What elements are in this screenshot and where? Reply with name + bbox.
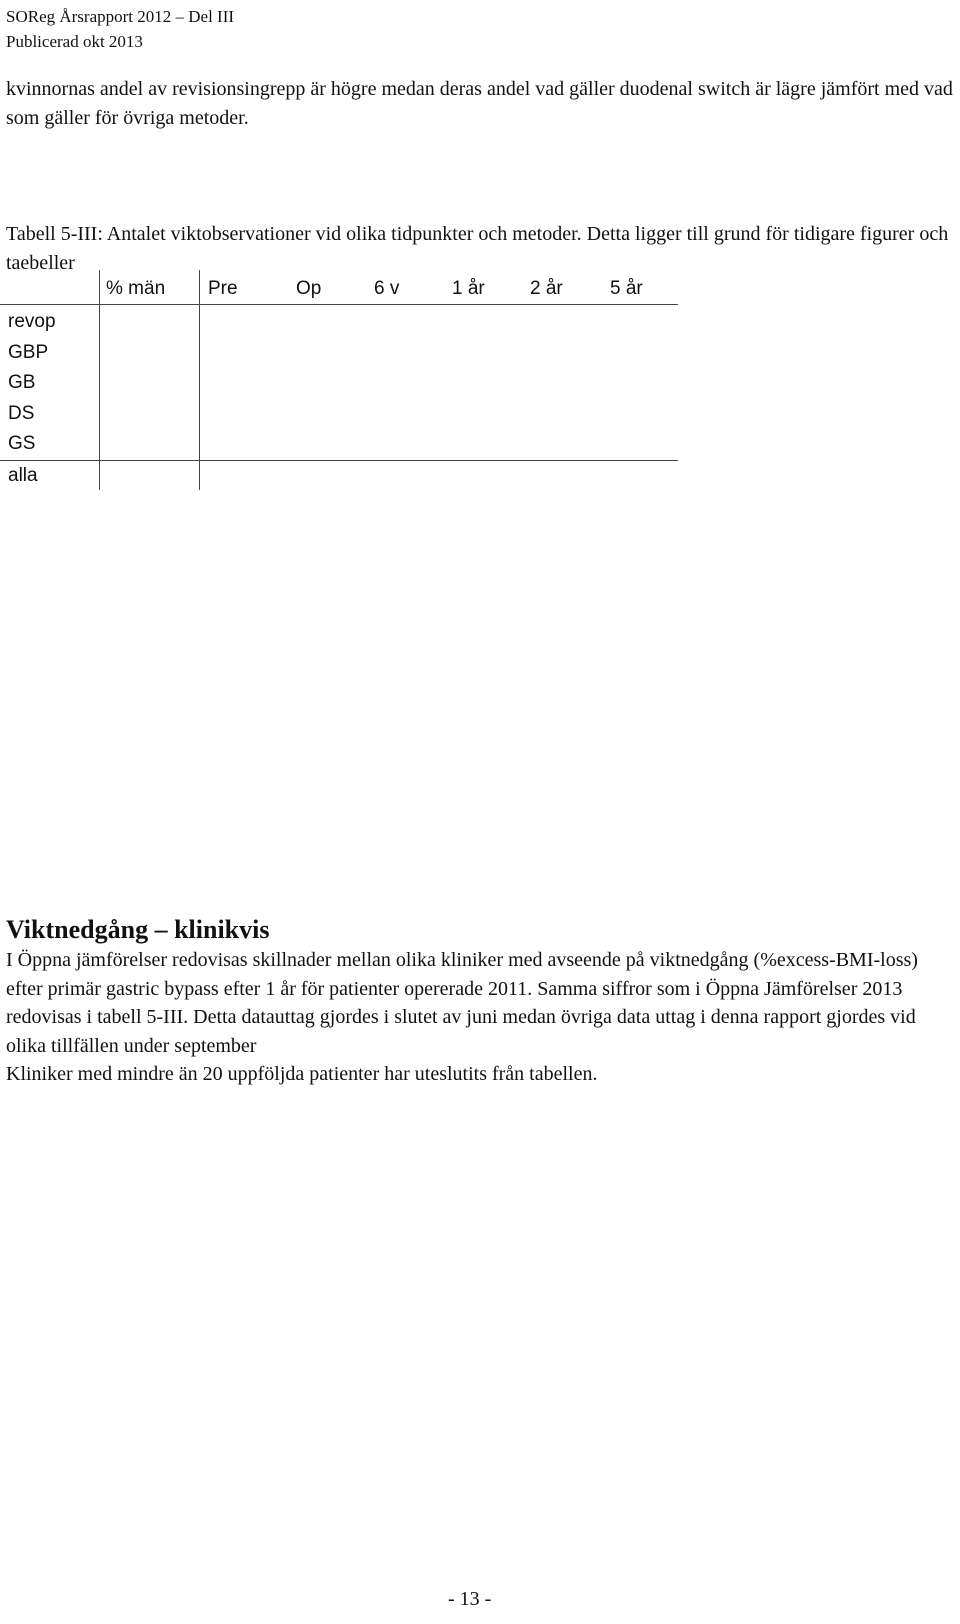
row-label: DS xyxy=(8,403,35,424)
column-header: 2 år xyxy=(530,278,563,299)
section-body xyxy=(6,946,956,1089)
table-share-divider xyxy=(199,270,200,490)
row-label: alla xyxy=(8,465,38,486)
row-label: GS xyxy=(8,433,36,454)
column-header: 1 år xyxy=(452,278,485,299)
table-label-divider xyxy=(99,270,100,490)
page-number: - 13 - xyxy=(448,1588,492,1610)
table-header-rule xyxy=(0,304,678,305)
column-header: Op xyxy=(296,278,322,299)
table-total-rule xyxy=(0,460,678,461)
section-paragraph-note: Kliniker med mindre än 20 uppföljda patienter har uteslutits från tabellen. xyxy=(6,1063,598,1085)
report-title: SOReg Årsrapport 2012 – Del III xyxy=(6,7,235,26)
intro-paragraph: kvinnornas andel av revisionsingrepp är högre medan deras andel vad gäller duodenal switch är lägre jämfört med vad som gäller för övriga metoder. xyxy=(6,78,953,129)
page-header xyxy=(6,4,234,54)
row-label: GB xyxy=(8,372,36,393)
row-label: revop xyxy=(8,311,56,332)
column-header: 6 v xyxy=(374,278,400,299)
column-header: Pre xyxy=(208,278,238,299)
section-title: Viktnedgång – klinikvis xyxy=(6,915,270,944)
table-caption: Tabell 5-III: Antalet viktobservationer vid olika tidpunkter och metoder. Detta ligger till grund för tidigare figurer och taebeller xyxy=(6,223,949,274)
column-header: % män xyxy=(106,278,166,299)
publication-date: Publicerad okt 2013 xyxy=(6,32,143,51)
section-paragraph: I Öppna jämförelser redovisas skillnader mellan olika kliniker med avseende på viktnedgång (%excess-BMI-loss) efter primär gastric bypass efter 1 år för patienter opererade 2011. Samma siffror som i Öppna Jämförelser 2013 redovisas i tabell 5-III. Detta datauttag gjordes i slutet av juni medan övriga data uttag i denna rapport gjordes vid olika tillfällen under september xyxy=(6,949,918,1057)
column-header: 5 år xyxy=(610,278,643,299)
row-label: GBP xyxy=(8,342,49,363)
